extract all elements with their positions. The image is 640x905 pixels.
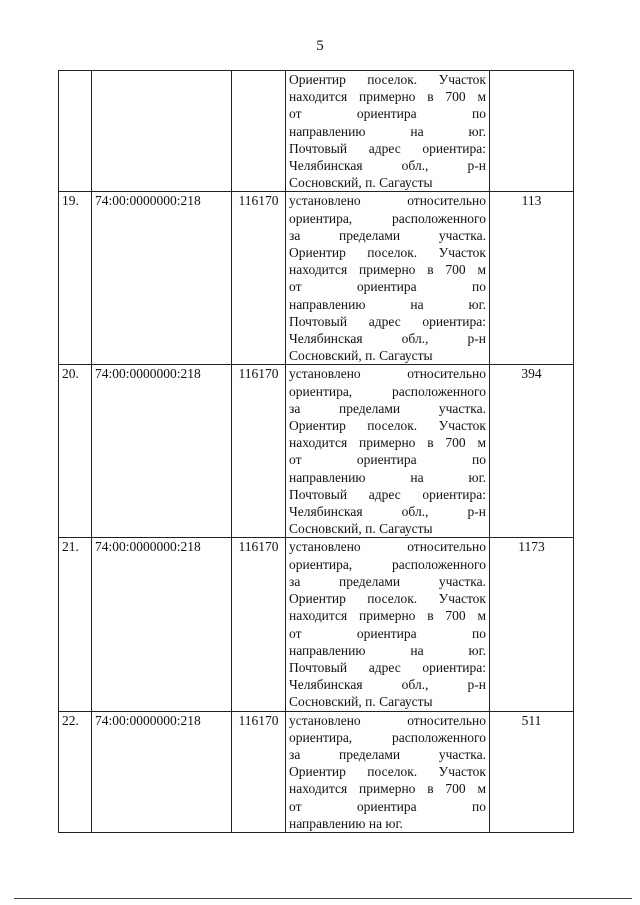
- cadastral-number-cell: 74:00:0000000:218: [92, 538, 232, 711]
- code-cell: 116170: [232, 711, 286, 832]
- description-line: Сосновский, п. Сагаусты: [289, 175, 433, 191]
- code-cell: [232, 71, 286, 192]
- location-description-cell: [286, 192, 490, 365]
- description-line: установлено относительно: [289, 539, 486, 555]
- code-cell: 116170: [232, 192, 286, 365]
- description-line: от ориентира по: [289, 106, 486, 122]
- description-line: от ориентира по: [289, 452, 486, 468]
- area-cell: 1173: [490, 538, 574, 711]
- description-line: находится примерно в 700 м: [289, 608, 486, 624]
- description-line: от ориентира по: [289, 625, 486, 641]
- registry-table: [58, 70, 574, 833]
- description-line: Челябинская обл., р-н: [289, 504, 486, 520]
- description-line: Почтовый адрес ориентира:: [289, 140, 486, 156]
- description-line: находится примерно в 700 м: [289, 262, 486, 278]
- table-row: [59, 711, 574, 832]
- description-line: направлению на юг.: [289, 296, 486, 312]
- description-line: за пределами участка.: [289, 746, 486, 762]
- description-line: установлено относительно: [289, 193, 486, 209]
- code-cell: 116170: [232, 538, 286, 711]
- cadastral-number-cell: 74:00:0000000:218: [92, 711, 232, 832]
- page-number: 5: [316, 38, 324, 54]
- description-line: за пределами участка.: [289, 400, 486, 416]
- description-line: Сосновский, п. Сагаусты: [289, 694, 433, 710]
- area-cell: 394: [490, 365, 574, 538]
- description-line: Челябинская обл., р-н: [289, 331, 486, 347]
- description-line: направлению на юг.: [289, 815, 403, 831]
- description-line: Челябинская обл., р-н: [289, 677, 486, 693]
- row-number-cell: 19.: [59, 192, 92, 365]
- location-description-cell: [286, 71, 490, 192]
- description-line: Ориентир поселок. Участок: [289, 764, 486, 780]
- description-line: направлению на юг.: [289, 123, 486, 139]
- description-line: Ориентир поселок. Участок: [289, 245, 486, 261]
- code-cell: 116170: [232, 365, 286, 538]
- description-line: ориентира, расположенного: [289, 729, 486, 745]
- description-line: Почтовый адрес ориентира:: [289, 313, 486, 329]
- location-description-cell: [286, 711, 490, 832]
- cadastral-number-cell: [92, 71, 232, 192]
- row-number-cell: 21.: [59, 538, 92, 711]
- description-line: за пределами участка.: [289, 227, 486, 243]
- description-line: ориентира, расположенного: [289, 210, 486, 226]
- description-line: находится примерно в 700 м: [289, 781, 486, 797]
- description-line: Почтовый адрес ориентира:: [289, 486, 486, 502]
- cadastral-number-cell: 74:00:0000000:218: [92, 192, 232, 365]
- cadastral-number-cell: 74:00:0000000:218: [92, 365, 232, 538]
- area-cell: 113: [490, 192, 574, 365]
- description-line: Ориентир поселок. Участок: [289, 418, 486, 434]
- row-number-cell: [59, 71, 92, 192]
- description-line: находится примерно в 700 м: [289, 435, 486, 451]
- description-line: Сосновский, п. Сагаусты: [289, 348, 433, 364]
- table-row: [59, 192, 574, 365]
- location-description-cell: [286, 365, 490, 538]
- description-line: Ориентир поселок. Участок: [289, 591, 486, 607]
- description-line: установлено относительно: [289, 366, 486, 382]
- description-line: Сосновский, п. Сагаусты: [289, 521, 433, 537]
- description-line: находится примерно в 700 м: [289, 89, 486, 105]
- table-row: [59, 538, 574, 711]
- footer-rule: [14, 898, 632, 899]
- table-row: [59, 365, 574, 538]
- description-line: ориентира, расположенного: [289, 556, 486, 572]
- description-line: Почтовый адрес ориентира:: [289, 659, 486, 675]
- description-line: Ориентир поселок. Участок: [289, 72, 486, 87]
- description-line: Челябинская обл., р-н: [289, 158, 486, 174]
- location-description-cell: [286, 538, 490, 711]
- area-cell: [490, 71, 574, 192]
- description-line: от ориентира по: [289, 279, 486, 295]
- description-line: ориентира, расположенного: [289, 383, 486, 399]
- registry-table-body: [59, 71, 574, 833]
- description-line: за пределами участка.: [289, 573, 486, 589]
- table-row: [59, 71, 574, 192]
- row-number-cell: 22.: [59, 711, 92, 832]
- description-line: направлению на юг.: [289, 469, 486, 485]
- description-line: направлению на юг.: [289, 642, 486, 658]
- description-line: от ориентира по: [289, 798, 486, 814]
- area-cell: 511: [490, 711, 574, 832]
- description-line: установлено относительно: [289, 712, 486, 728]
- row-number-cell: 20.: [59, 365, 92, 538]
